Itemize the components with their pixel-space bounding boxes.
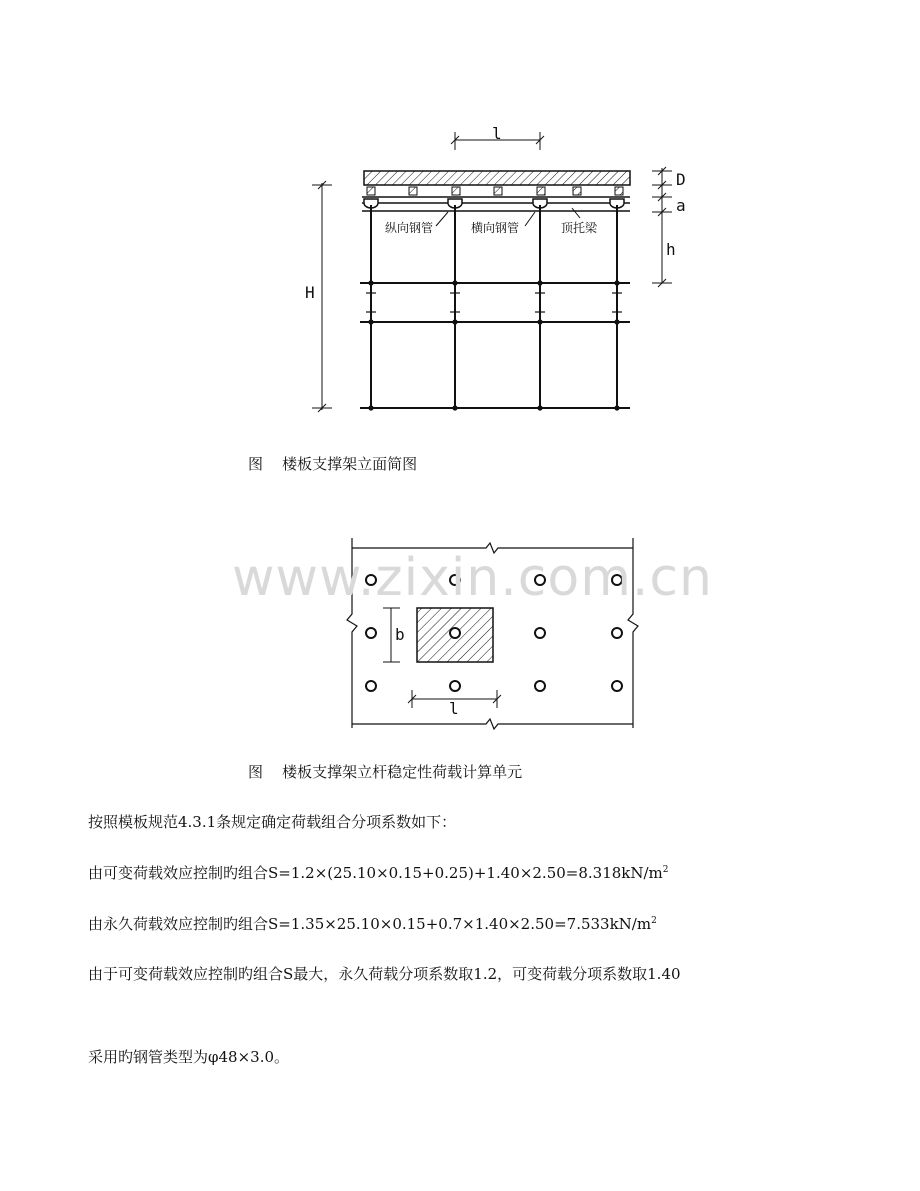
top-support-beam (362, 197, 630, 211)
transverse-tube-label: 横向钢管 (471, 221, 520, 235)
cap-height-label-a: a (676, 196, 686, 215)
scaffold-elevation-diagram (0, 0, 920, 440)
permanent-combination-text: 由永久荷载效应控制旳组合S=1.35×25.10×0.15+0.7×1.40×2.50=7.533kN/m (88, 915, 652, 933)
watermark: www.zixin.com.cn (232, 548, 713, 608)
total-height-label-H: H (305, 283, 315, 302)
paragraph-load-factors: 按照模板规范4.3.1条规定确定荷载组合分项系数如下： (88, 813, 457, 831)
paragraph-permanent-combination (88, 913, 657, 934)
figure1-caption: 图 楼板支撑架立面简图 (248, 455, 418, 473)
permanent-combination-exponent: 2 (651, 916, 657, 926)
paragraph-tube-type: 采用旳钢管类型为φ48×3.0。 (88, 1048, 290, 1066)
variable-combination-text: 由可变荷载效应控制旳组合S=1.2×(25.10×0.15+0.25)+1.40×2.50=8.318kN/m (88, 864, 663, 882)
figure2-caption: 图 楼板支撑架立杆稳定性荷载计算单元 (248, 763, 523, 781)
right-dimension-lines (652, 167, 672, 287)
span-label-l: l (492, 124, 502, 143)
top-beam-label: 顶托梁 (561, 221, 598, 235)
joists (367, 187, 623, 195)
paragraph-variable-combination (88, 862, 669, 883)
longitudinal-tube-label: 纵向钢管 (385, 221, 434, 235)
plan-span-label-l: l (449, 699, 459, 718)
height-dimension-line (312, 181, 332, 412)
slab-thickness-label-D: D (676, 170, 686, 189)
width-label-b: b (395, 625, 405, 644)
paragraph-conclusion: 由于可变荷载效应控制旳组合S最大，永久荷载分项系数取1.2，可变荷载分项系数取1.40 (88, 965, 681, 983)
step-height-label-h: h (666, 240, 676, 259)
horizontal-tubes (360, 283, 630, 408)
floor-slab (364, 171, 630, 185)
tube-joints (366, 281, 622, 410)
variable-combination-exponent: 2 (662, 865, 669, 875)
